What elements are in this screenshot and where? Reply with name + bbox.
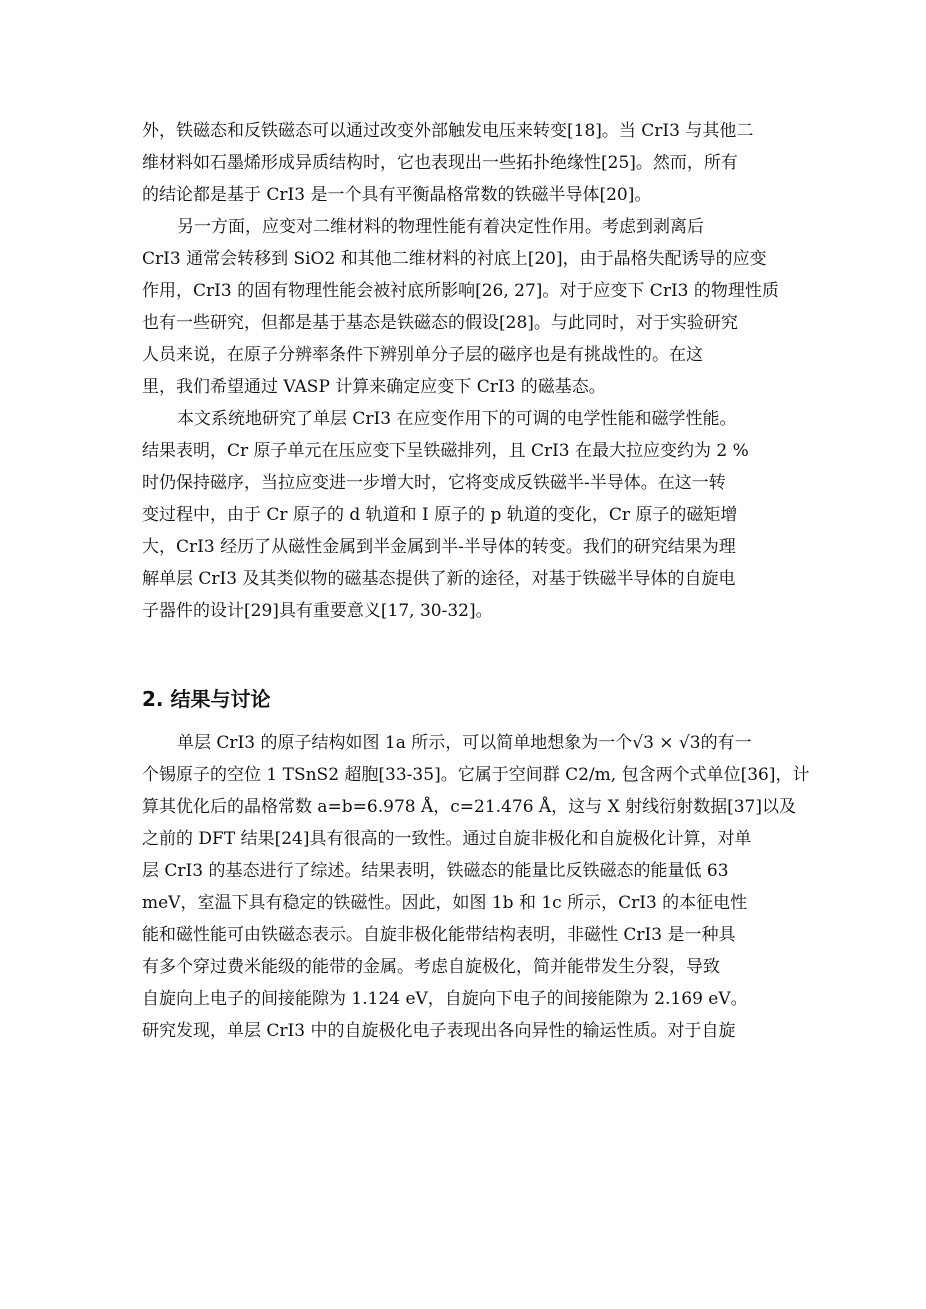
text-line: 子器件的设计[29]具有重要意义[17, 30-32]。	[142, 601, 493, 621]
text-line: 有多个穿过费米能级的能带的金属。考虑自旋极化，简并能带发生分裂，导致	[142, 957, 720, 977]
text-line: CrI3 通常会转移到 SiO2 和其他二维材料的衬底上[20]，由于晶格失配诱导的应变	[142, 249, 767, 269]
text-line: 里，我们希望通过 VASP 计算来确定应变下 CrI3 的磁基态。	[142, 377, 606, 397]
text-line: 单层 CrI3 的原子结构如图 1a 所示，可以简单地想象为一个√3 × √3的有一	[177, 733, 752, 753]
page-content	[142, 115, 810, 1047]
text-line: 作用，CrI3 的固有物理性能会被衬底所影响[26, 27]。对于应变下 CrI3 的物理性质	[142, 281, 779, 301]
text-line: 自旋向上电子的间接能隙为 1.124 eV，自旋向下电子的间接能隙为 2.169 eV。	[142, 989, 748, 1009]
text-line: 层 CrI3 的基态进行了综述。结果表明，铁磁态的能量比反铁磁态的能量低 63	[142, 861, 729, 881]
text-line: 维材料如石墨烯形成异质结构时，它也表现出一些拓扑绝缘性[25]。然而，所有	[142, 153, 738, 173]
text-line: 外，铁磁态和反铁磁态可以通过改变外部触发电压来转变[18]。当 CrI3 与其他二	[142, 121, 754, 141]
text-line: 之前的 DFT 结果[24]具有很高的一致性。通过自旋非极化和自旋极化计算，对单	[142, 829, 752, 849]
text-line: 研究发现，单层 CrI3 中的自旋极化电子表现出各向异性的输运性质。对于自旋	[142, 1021, 736, 1041]
text-line: meV，室温下具有稳定的铁磁性。因此，如图 1b 和 1c 所示，CrI3 的本征电性	[142, 893, 748, 913]
text-line: 能和磁性能可由铁磁态表示。自旋非极化能带结构表明，非磁性 CrI3 是一种具	[142, 925, 736, 945]
text-line: 变过程中，由于 Cr 原子的 d 轨道和 I 原子的 p 轨道的变化，Cr 原子的磁矩增	[142, 505, 738, 525]
introduction-paragraphs	[142, 115, 782, 627]
text-line: 解单层 CrI3 及其类似物的磁基态提供了新的途径，对基于铁磁半导体的自旋电	[142, 569, 736, 589]
results-paragraph	[142, 727, 810, 1047]
text-line: 本文系统地研究了单层 CrI3 在应变作用下的可调的电学性能和磁学性能。	[177, 409, 737, 429]
text-line: 结果表明，Cr 原子单元在压应变下呈铁磁排列，且 CrI3 在最大拉应变约为 2 %	[142, 441, 749, 461]
text-line: 人员来说，在原子分辨率条件下辨别单分子层的磁序也是有挑战性的。在这	[142, 345, 703, 365]
text-line: 大，CrI3 经历了从磁性金属到半金属到半-半导体的转变。我们的研究结果为理	[142, 537, 736, 557]
text-line: 算其优化后的晶格常数 a=b=6.978 Å，c=21.476 Å，这与 X 射线衍射数据[37]以及	[142, 797, 796, 817]
text-line: 另一方面，应变对二维材料的物理性能有着决定性作用。考虑到剥离后	[177, 217, 704, 237]
text-line: 的结论都是基于 CrI3 是一个具有平衡晶格常数的铁磁半导体[20]。	[142, 185, 652, 205]
text-line: 时仍保持磁序，当拉应变进一步增大时，它将变成反铁磁半-半导体。在这一转	[142, 473, 726, 493]
text-line: 也有一些研究，但都是基于基态是铁磁态的假设[28]。与此同时，对于实验研究	[142, 313, 738, 333]
section-heading: 2. 结果与讨论	[142, 687, 271, 711]
text-line: 个锡原子的空位 1 TSnS2 超胞[33-35]。它属于空间群 C2/m, 包含两个式单位[36]，计	[142, 765, 810, 785]
